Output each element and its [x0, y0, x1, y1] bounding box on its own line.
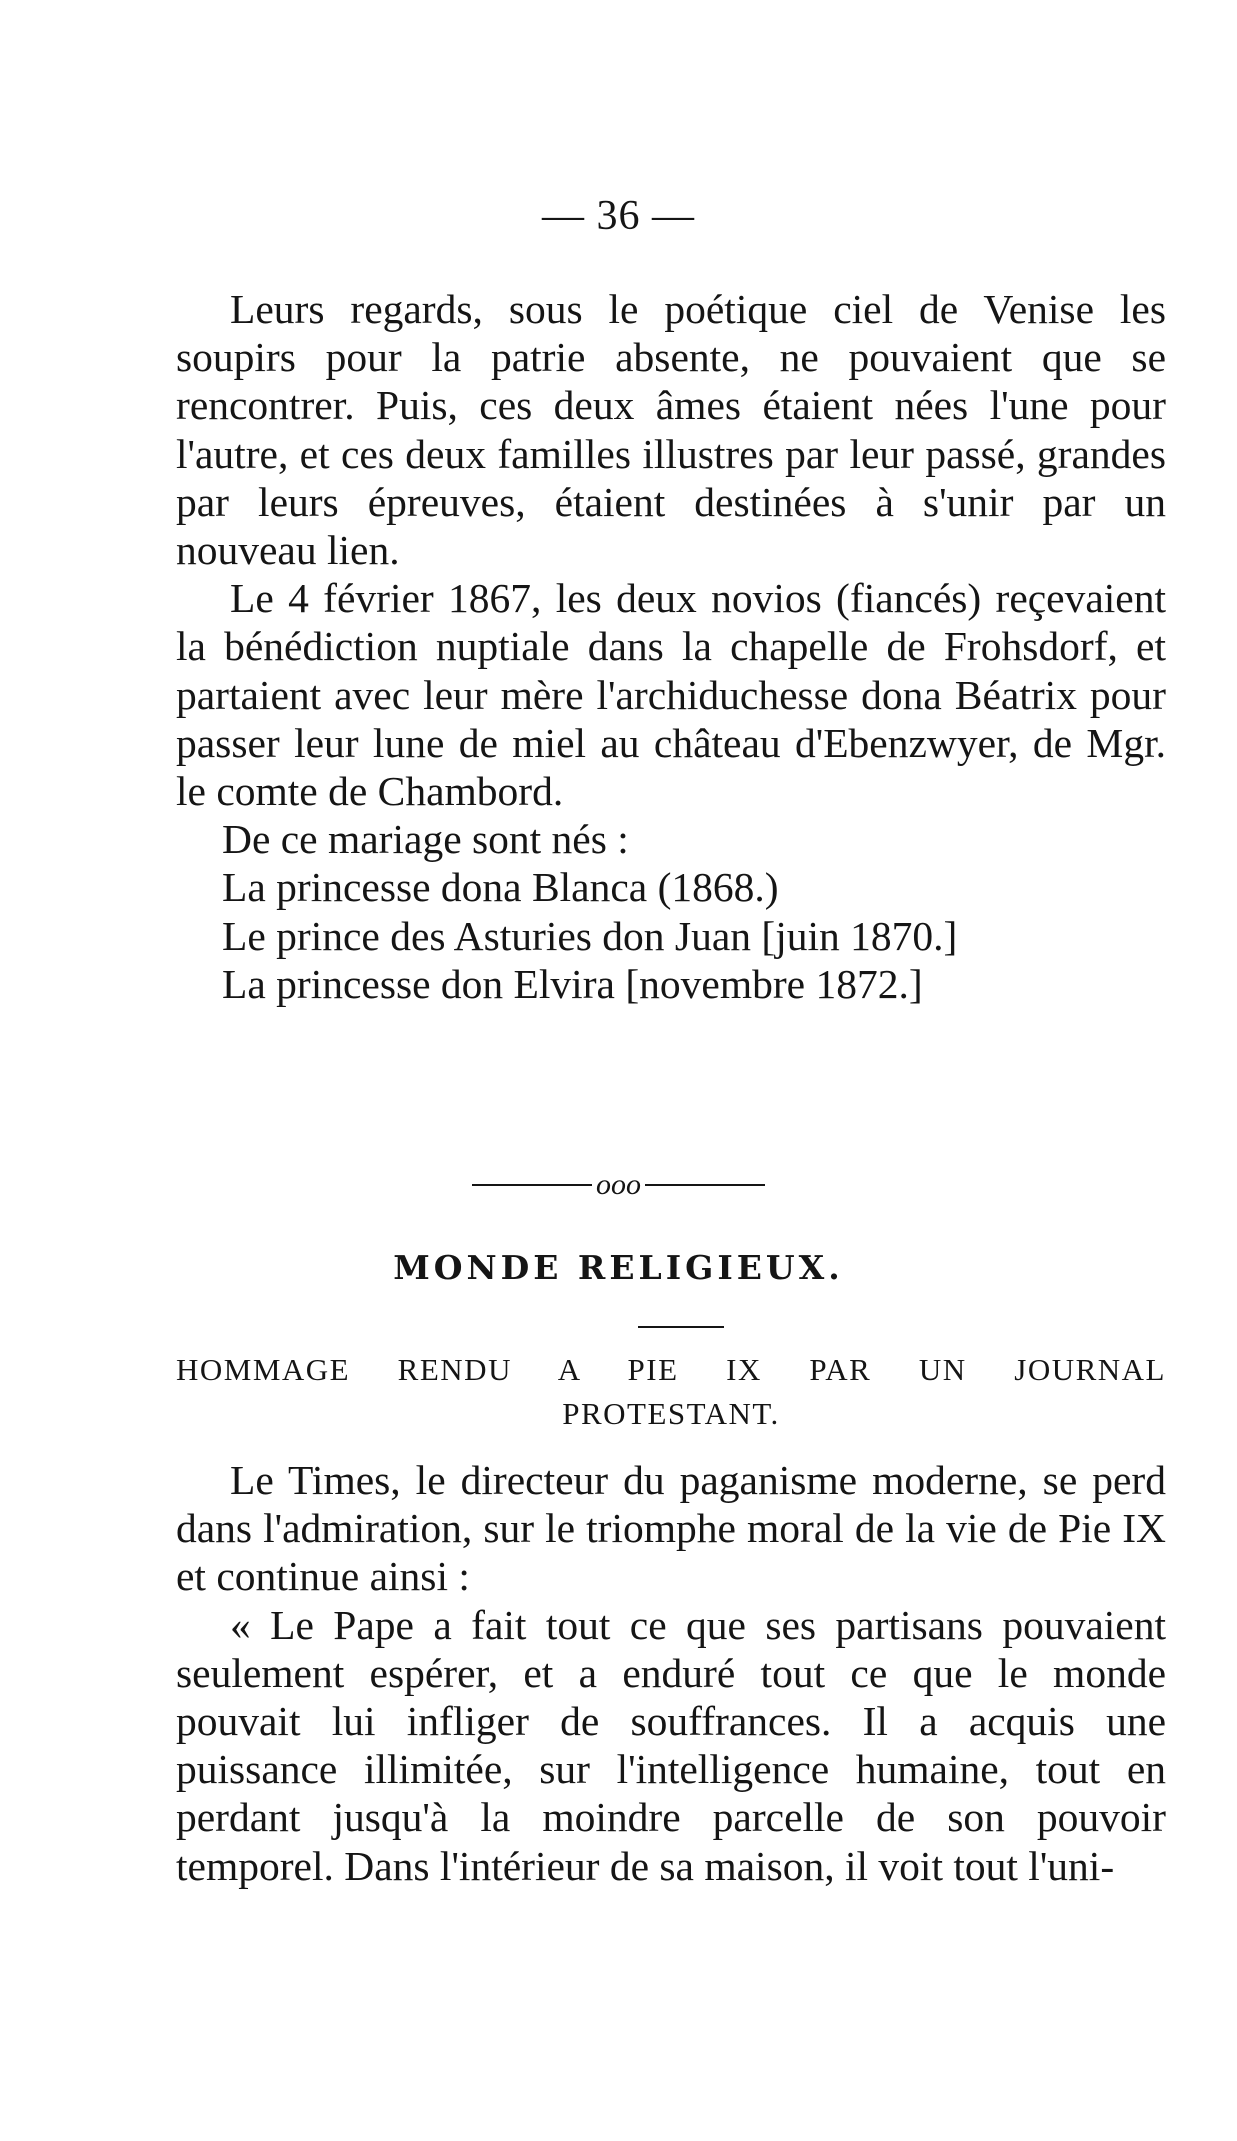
paragraph-4: « Le Pape a fait tout ce que ses partisans pouvaient seulement espérer, et a enduré tout ce que le monde pouvait lui infliger de souffrances. Il a acquis une puissance illimitée, sur l'intelligence humaine, tout en perdant jusqu'à la moindre parcelle de son pouvoir temporel. Dans l'intérieur de sa maison, il voit tout l'uni-: [176, 1601, 1166, 1889]
article-title: [176, 1348, 1166, 1436]
child-line-3: La princesse don Elvira [novembre 1872.]: [222, 960, 923, 1007]
section-title: MONDE RELIGIEUX.: [393, 1248, 844, 1287]
divider-rule-right: [645, 1184, 765, 1186]
section-1: [176, 285, 1166, 1008]
article-title-line-2: PROTESTANT.: [562, 1396, 780, 1431]
article-title-line-1: HOMMAGE RENDU A PIE IX PAR UN JOURNAL: [176, 1352, 1166, 1387]
paragraph-1: Leurs regards, sous le poétique ciel de Venise les soupirs pour la patrie absente, ne pouvaient que se rencontrer. Puis, ces deux âmes étaient nées l'une pour l'autre, et ces deux familles illustres par leur passé, grandes par leurs épreuves, étaient destinées à s'unir par un nouveau lien.: [176, 286, 1166, 574]
page-number: — 36 —: [542, 193, 695, 239]
section-divider: [0, 1168, 1237, 1202]
paragraph-3: Le Times, le directeur du paganisme moderne, se perd dans l'admiration, sur le triomphe moral de la vie de Pie IX et continue ainsi :: [176, 1457, 1166, 1600]
child-line-1: La princesse dona Blanca (1868.): [222, 864, 779, 911]
divider-rule-left: [472, 1184, 592, 1186]
marriage-intro-line: De ce mariage sont nés :: [222, 816, 629, 863]
title-underline-rule: [638, 1326, 724, 1328]
child-line-2: Le prince des Asturies don Juan [juin 1870.]: [222, 912, 958, 959]
paragraph-2: Le 4 février 1867, les deux novios (fiancés) reçevaient la bénédiction nuptiale dans la chapelle de Frohsdorf, et partaient avec leur mère l'archiduchesse dona Béatrix pour passer leur lune de miel au château d'Ebenzwyer, de Mgr. le comte de Chambord.: [176, 575, 1166, 815]
divider-ornament: ooo: [596, 1168, 641, 1201]
section-2: [176, 1456, 1166, 1890]
